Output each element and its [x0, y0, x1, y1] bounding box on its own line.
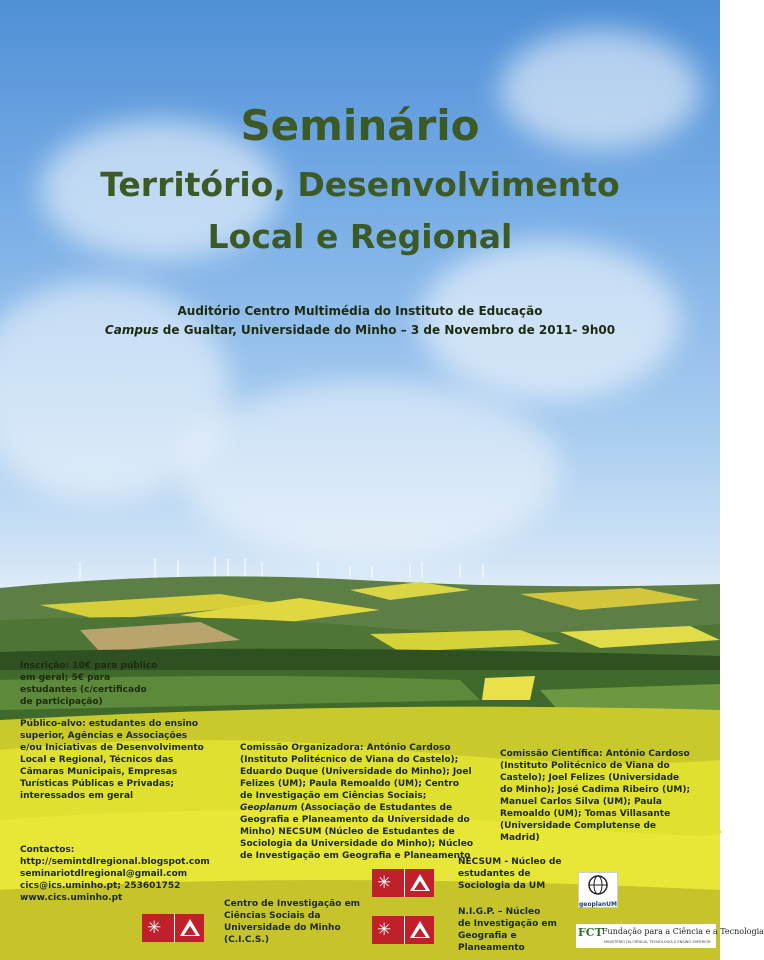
- star-icon: ✳: [377, 920, 392, 940]
- scientific-committee-label: Comissão Científica:: [500, 749, 603, 759]
- uminho-logo: [372, 869, 434, 897]
- registration-line1: Inscrição: 10€ para público: [20, 661, 158, 671]
- scientific-committee: [500, 748, 694, 844]
- contacts-label: Contactos:: [20, 845, 75, 855]
- organizing-committee-geoplanum: Geoplanum: [240, 803, 298, 813]
- registration-line4: de participação): [20, 697, 103, 707]
- organizing-committee-label: Comissão Organizadora:: [240, 743, 364, 753]
- nigp-line2: de Investigação em: [458, 919, 557, 929]
- nigp-line3: Geografia e: [458, 931, 517, 941]
- target-audience-text: estudantes do ensino superior, Agências e Associações e/ou Iniciativas de Desenvolvimento Local e Regional, Técnicos das Câmaras Municipais, Empresas Turísticas Públicas e Privadas; interessados em geral: [20, 719, 204, 801]
- poster-subtitle-line1: Território, Desenvolvimento: [100, 165, 620, 204]
- globe-icon: [579, 873, 617, 897]
- necsum-info: [458, 856, 568, 892]
- venue-line1: Auditório Centro Multimédia do Instituto de Educação: [177, 304, 543, 318]
- contacts: [20, 844, 220, 904]
- organizing-committee-text2: (Associação de Estudantes de Geografia e Planeamento da Universidade do Minho) NECSUM (Núcleo de Estudantes de Sociologia da Universidade do Minho); Núcleo de Investigação em Geografia e Planeamento: [240, 803, 474, 861]
- cloud: [420, 240, 680, 400]
- geoplan-logo: [578, 872, 618, 908]
- target-audience-label: Público-alvo:: [20, 719, 86, 729]
- venue-line2: [0, 323, 720, 337]
- registration-info: [20, 660, 170, 708]
- organizing-committee-text: António Cardoso (Instituto Politécnico de Viana do Castelo); Eduardo Duque (Universidade do Minho); Joel Felizes (UM); Paula Remoaldo (UM); Centro de Investigação em Ciências Sociais;: [240, 743, 472, 801]
- scientific-committee-text: António Cardoso (Instituto Politécnico de Viana do Castelo); Joel Felizes (Universidade do Minho); José Cadima Ribeiro (UM); Manuel Carlos Silva (UM); Paula Remoaldo (UM); Tomas Villasante (Universidade Complutense de Madrid): [500, 749, 691, 843]
- cics-line1: Centro de Investigação em: [224, 899, 361, 909]
- geoplan-logo-text: geoplanUM: [579, 901, 618, 908]
- organizing-committee: [240, 742, 474, 862]
- uminho-logo: [372, 916, 434, 944]
- registration-line3: estudantes (c/certificado: [20, 685, 147, 695]
- fct-logo: [576, 924, 764, 948]
- star-icon: ✳: [377, 873, 392, 893]
- cics-info: [224, 898, 364, 946]
- fct-ministry: MINISTÉRIO DA CIÊNCIA, TECNOLOGIA E ENSINO SUPERIOR: [604, 940, 711, 944]
- poster-title: Seminário: [240, 101, 480, 150]
- uminho-logo: [142, 914, 204, 942]
- venue-line2-rest: de Gualtar, Universidade do Minho – 3 de Novembro de 2011- 9h00: [158, 323, 616, 337]
- cloud: [180, 380, 560, 560]
- contacts-cics-email[interactable]: cics@ics.uminho.pt; 253601752: [20, 881, 181, 891]
- necsum-line3: Sociologia da UM: [458, 881, 546, 891]
- necsum-line1: NECSUM - Núcleo de: [458, 857, 562, 867]
- contacts-email-link[interactable]: seminariotdlregional@gmail.com: [20, 869, 188, 879]
- cics-line4: (C.I.C.S.): [224, 935, 269, 945]
- contacts-blog-link[interactable]: http://semintdlregional.blogspot.com: [20, 857, 210, 867]
- nigp-line1: N.I.G.P. – Núcleo: [458, 907, 541, 917]
- target-audience: [20, 718, 210, 802]
- necsum-line2: estudantes de: [458, 869, 531, 879]
- cics-line2: Ciências Sociais da: [224, 911, 321, 921]
- wind-turbines: [80, 557, 483, 580]
- venue-campus: Campus: [104, 323, 159, 337]
- fct-name: Fundação para a Ciência e a Tecnologia: [602, 927, 764, 936]
- poster-subtitle-line2: Local e Regional: [207, 217, 513, 256]
- contacts-website-link[interactable]: www.cics.uminho.pt: [20, 893, 123, 903]
- star-icon: ✳: [147, 918, 162, 938]
- fct-short: FCT: [578, 926, 603, 939]
- cics-line3: Universidade do Minho: [224, 923, 341, 933]
- registration-line2: em geral; 5€ para: [20, 673, 111, 683]
- nigp-line4: Planeamento: [458, 943, 525, 953]
- nigp-info: [458, 906, 568, 954]
